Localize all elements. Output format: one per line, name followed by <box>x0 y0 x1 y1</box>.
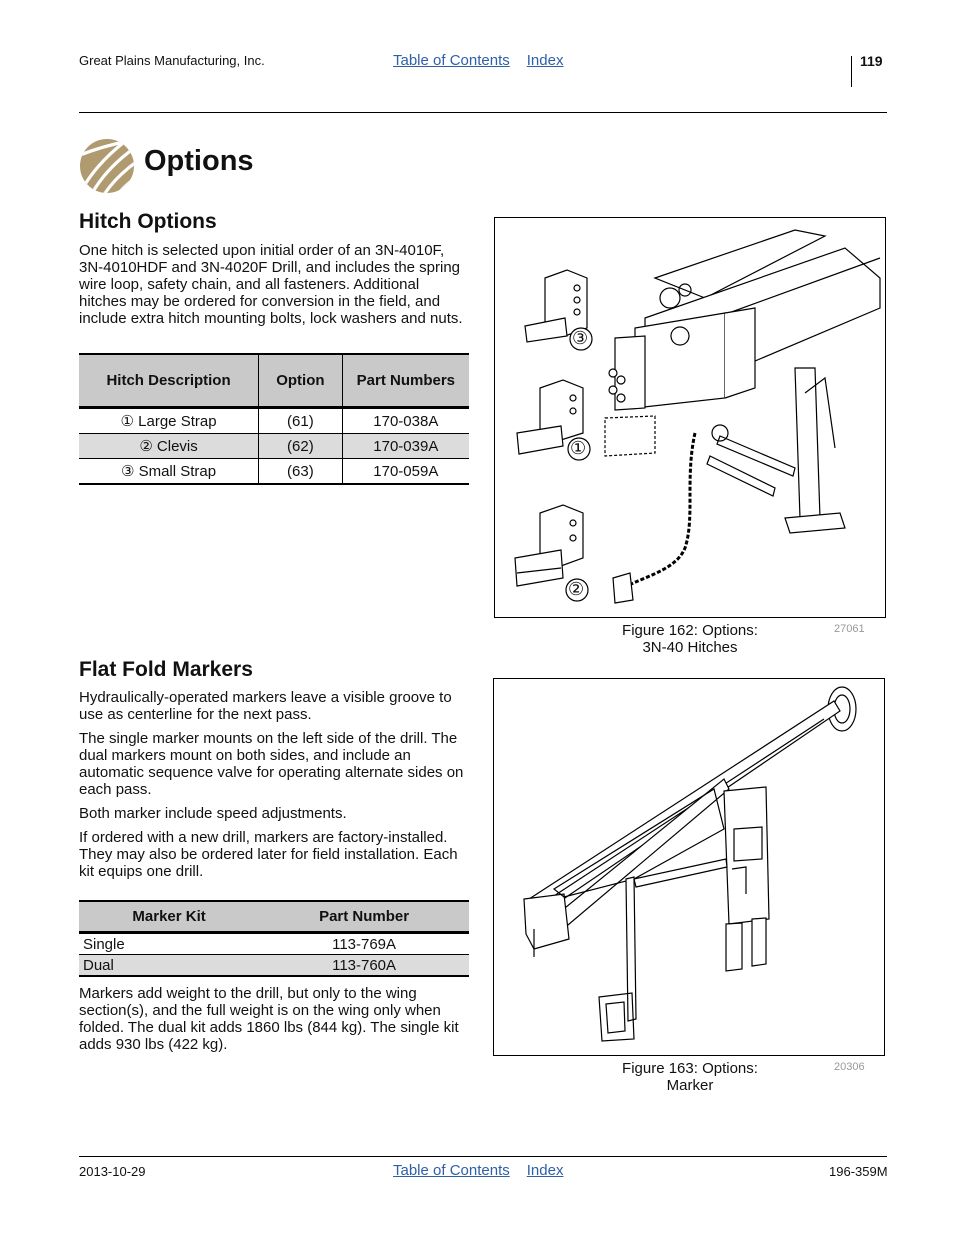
footer-rule <box>79 1156 887 1157</box>
table-cell: 170-059A <box>342 459 469 485</box>
table-cell: 170-039A <box>342 434 469 459</box>
table-cell: (61) <box>259 408 343 434</box>
table-cell: 113-769A <box>332 935 397 953</box>
table-row <box>79 955 469 977</box>
markers-paragraph: Hydraulically-operated markers leave a visible groove to use as centerline for the next pass. <box>79 689 452 723</box>
callout-large-strap: ① <box>570 438 587 458</box>
markers-weight-text <box>79 985 469 1060</box>
hitch-options-heading: Hitch Options <box>79 210 217 233</box>
hitch-illustration <box>495 218 885 617</box>
figure-162-id: 27061 <box>834 623 865 635</box>
header-index-link[interactable]: Index <box>526 52 564 69</box>
caption-line: Figure 162: Options: <box>622 622 758 639</box>
markers-paragraph: The single marker mounts on the left side of the drill. The dual markers mount on both sides, and include an automatic sequence valve for operating alternate sides on each pass. <box>79 730 464 798</box>
header-toc-link[interactable]: Table of Contents <box>393 52 510 69</box>
caption-line: Figure 163: Options: <box>622 1060 758 1077</box>
footer-doc-number: 196-359M <box>829 1164 888 1179</box>
callout-clevis: ② <box>568 579 585 599</box>
footer-index-link[interactable]: Index <box>526 1162 564 1179</box>
figure-162-caption <box>590 622 790 656</box>
markers-paragraph: If ordered with a new drill, markers are factory-installed. They may also be ordered later for field installation. Each kit equips one drill. <box>79 829 458 880</box>
table-cell: (62) <box>259 434 343 459</box>
hitch-figure <box>494 217 886 618</box>
header-rule <box>79 112 887 113</box>
table-cell: ② Clevis <box>79 434 259 459</box>
table-row <box>79 933 469 955</box>
header-divider <box>851 56 852 87</box>
page-number: 119 <box>860 53 883 69</box>
page-title: Options <box>144 145 254 177</box>
table-cell: ③ Small Strap <box>79 459 259 485</box>
hitch-table-header: Part Numbers <box>342 354 469 408</box>
marker-table-header: Marker Kit <box>79 901 259 933</box>
table-cell: Single <box>83 935 125 953</box>
hitch-paragraph: One hitch is selected upon initial order of an 3N-4010F, 3N-4010HDF and 3N-4020F Drill, and includes the spring wire loop, safety chain, and all fasteners. Additional hitches may be ordered for conversion in the field, and include extra hitch mounting bolts, lock washers and nuts. <box>79 242 463 327</box>
brand-logo-icon <box>79 137 135 195</box>
marker-figure <box>493 678 885 1056</box>
markers-weight-paragraph: Markers add weight to the drill, but only to the wing section(s), and the full weight is on the wing only when folded. The dual kit adds 1860 lbs (844 kg). The single kit adds 930 lbs (422 kg). <box>79 985 459 1053</box>
hitch-options-text <box>79 242 469 334</box>
markers-paragraph: Both marker include speed adjustments. <box>79 805 347 822</box>
marker-illustration <box>494 679 884 1055</box>
table-row <box>79 408 469 434</box>
table-cell: 113-760A <box>259 955 469 977</box>
caption-line: 3N-40 Hitches <box>642 639 738 656</box>
header-company: Great Plains Manufacturing, Inc. <box>79 53 265 68</box>
footer-nav <box>393 1162 580 1179</box>
caption-line: Marker <box>666 1077 714 1094</box>
marker-kit-table <box>79 900 469 977</box>
table-cell: 170-038A <box>342 408 469 434</box>
table-cell: (63) <box>259 459 343 485</box>
table-row <box>79 434 469 459</box>
marker-table-header: Part Number <box>259 901 469 933</box>
footer-date: 2013-10-29 <box>79 1164 146 1179</box>
table-row <box>79 459 469 485</box>
table-cell: ① Large Strap <box>79 408 259 434</box>
hitch-table <box>79 353 469 485</box>
hitch-table-header: Hitch Description <box>79 354 259 408</box>
figure-163-id: 20306 <box>834 1061 865 1073</box>
markers-text <box>79 689 469 887</box>
footer-toc-link[interactable]: Table of Contents <box>393 1162 510 1179</box>
header-nav <box>393 52 580 69</box>
table-cell: Dual <box>79 955 259 977</box>
callout-small-strap: ③ <box>572 328 589 348</box>
figure-163-caption <box>590 1060 790 1094</box>
flat-fold-markers-heading: Flat Fold Markers <box>79 658 253 681</box>
hitch-table-header: Option <box>259 354 343 408</box>
